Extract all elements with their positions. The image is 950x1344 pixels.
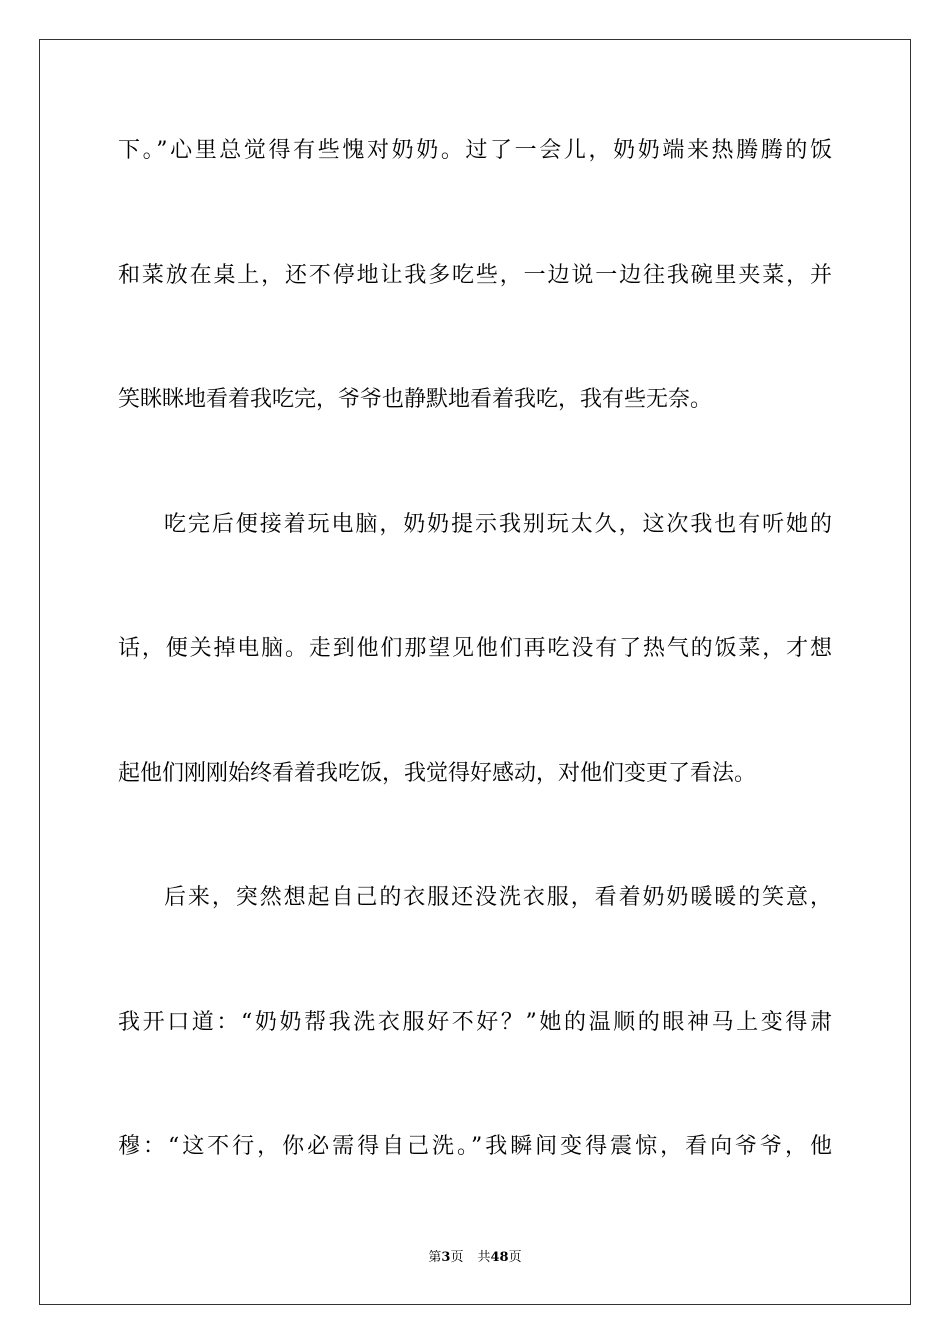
page-suffix: 页: [450, 1250, 464, 1265]
text-line: 吃完后便接着玩电脑，奶奶提示我别玩太久，这次我也有听她的: [164, 512, 832, 537]
page-prefix: 第: [428, 1250, 442, 1265]
text-line: 穆：“这不行，你必需得自己洗。”我瞬间变得震惊，看向爷爷，他: [118, 1134, 832, 1159]
page-border: [39, 39, 911, 1305]
total-suffix: 页: [508, 1250, 522, 1265]
total-prefix: 共: [477, 1250, 491, 1265]
text-line: 后来，突然想起自己的衣服还没洗衣服，看着奶奶暖暖的笑意，: [164, 885, 832, 910]
text-line: 下。”心里总觉得有些愧对奶奶。过了一会儿，奶奶端来热腾腾的饭: [118, 138, 832, 163]
page-number: 3: [441, 1250, 451, 1265]
page-footer: [0, 1246, 950, 1265]
text-line: 我开口道：“奶奶帮我洗衣服好不好？”她的温顺的眼神马上变得肃: [118, 1010, 832, 1035]
text-line: 起他们刚刚始终看着我吃饭，我觉得好感动，对他们变更了看法。: [118, 761, 757, 786]
text-line: 话，便关掉电脑。走到他们那望见他们再吃没有了热气的饭菜，才想: [118, 636, 832, 661]
total-pages: 48: [490, 1250, 509, 1265]
text-line: 和菜放在桌上，还不停地让我多吃些，一边说一边往我碗里夹菜，并: [118, 263, 832, 288]
text-line: 笑眯眯地看着我吃完，爷爷也静默地看着我吃，我有些无奈。: [118, 387, 713, 412]
